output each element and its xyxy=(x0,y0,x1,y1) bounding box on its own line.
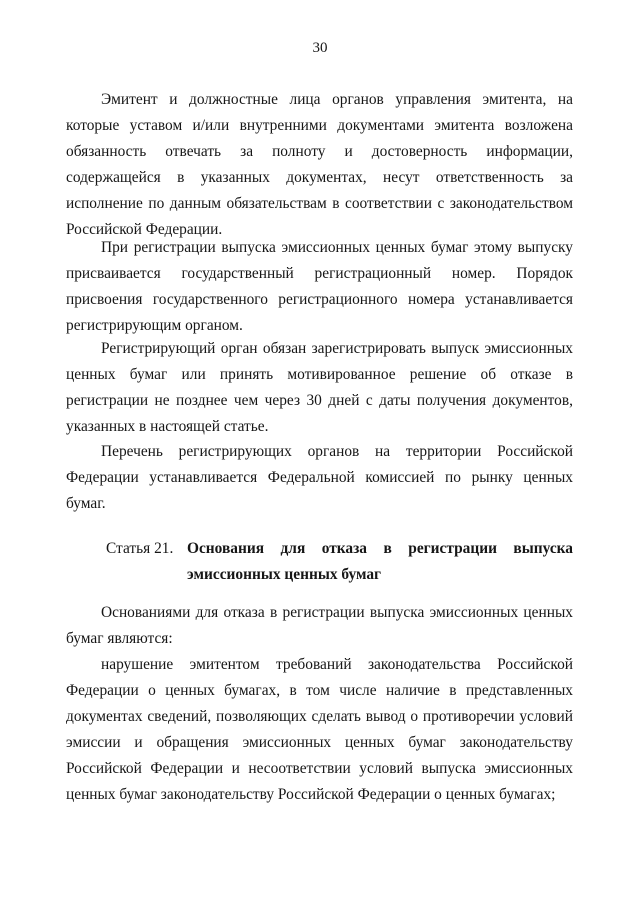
page-number: 30 xyxy=(312,40,328,56)
article-number: Статья 21. xyxy=(106,540,174,557)
article-title: Основания для отказа в регистрации выпуска эмиссионных ценных бумаг xyxy=(187,540,573,583)
paragraph-registration-number: При регистрации выпуска эмиссионных ценных бумаг этому выпуску присваивается государственный регистрационный номер. Порядок присвоения государственного регистрационного номера устанавливается регистрирующим органом. xyxy=(66,239,573,334)
paragraph-registering-bodies: Перечень регистрирующих органов на территории Российской Федерации устанавливается Федеральной комиссией по рынку ценных бумаг. xyxy=(66,443,573,512)
paragraph-issuer-responsibility: Эмитент и должностные лица органов управления эмитента, на которые уставом и/или внутренними документами эмитента возложена обязанность отвечать за полноту и достоверность информации, содержащейся в указанных документах, несут ответственность за исполнение по данным обязательствам в соответствии с законодательством Российской Федерации. xyxy=(66,91,573,238)
paragraph-refusal-grounds-intro: Основаниями для отказа в регистрации выпуска эмиссионных ценных бумаг являются: xyxy=(66,604,573,647)
paragraph-registration-deadline: Регистрирующий орган обязан зарегистрировать выпуск эмиссионных ценных бумаг или принять мотивированное решение об отказе в регистрации не позднее чем через 30 дней с даты получения документов, указанных в настоящей статье. xyxy=(66,340,573,435)
paragraph-refusal-ground-violation: нарушение эмитентом требований законодательства Российской Федерации о ценных бумагах, в том числе наличие в представленных документах сведений, позволяющих сделать вывод о противоречии условий эмиссии и обращения эмиссионных ценных бумаг законодательству Российской Федерации и несоответствии условий выпуска эмиссионных ценных бумаг законодательству Российской Федерации о ценных бумагах; xyxy=(66,656,573,803)
article-heading xyxy=(106,536,573,588)
